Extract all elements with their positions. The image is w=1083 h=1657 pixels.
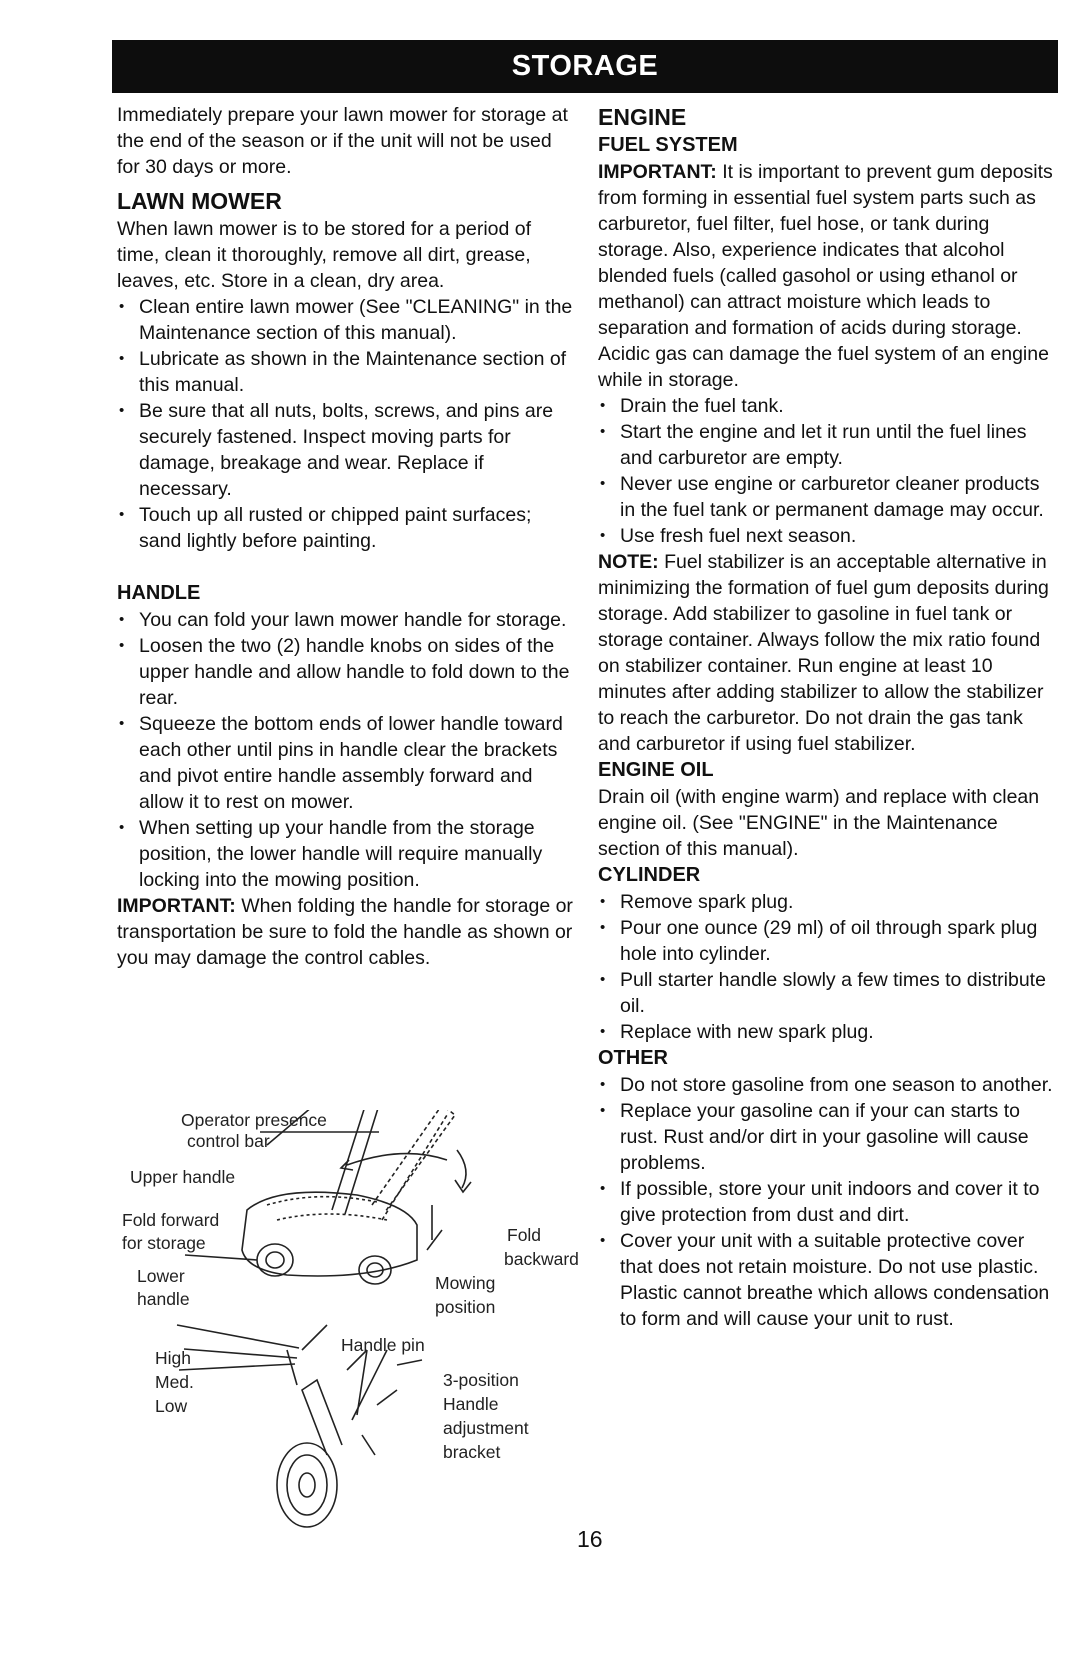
label-high: High	[155, 1348, 191, 1368]
list-item: • Loosen the two (2) handle knobs on sides of the upper handle and allow handle to fold down to the rear.	[117, 633, 574, 711]
left-column	[117, 102, 574, 971]
note-text: Fuel stabilizer is an acceptable alternative in minimizing the formation of fuel gum deposits during storage. Add stabilizer to gasoline in fuel tank or storage container. Always follow the mix ratio found on stabilizer container. Run engine at least 10 minutes after adding stabilizer to allow the stabilizer to reach the carburetor. Do not drain the gas tank and carburetor if using fuel stabilizer.	[598, 551, 1049, 755]
fuel-list	[598, 393, 1060, 549]
cylinder-list	[598, 889, 1060, 1045]
section-banner	[112, 40, 1058, 93]
list-item: • Do not store gasoline from one season to another.	[598, 1072, 1060, 1098]
label-bracket: bracket	[443, 1442, 501, 1462]
list-item: • Cover your unit with a suitable protective cover that does not retain moisture. Do not use plastic. Plastic cannot breathe which allows condensation to form and will cause your unit to rust.	[598, 1228, 1060, 1332]
label-backward: backward	[504, 1249, 579, 1269]
handle-important-note	[117, 893, 574, 971]
list-item: • Squeeze the bottom ends of lower handle toward each other until pins in handle clear the brackets and pivot entire handle assembly forward and allow it to rest on mower.	[117, 711, 574, 815]
handle-heading: HANDLE	[117, 582, 201, 604]
label-lower: Lower	[137, 1266, 185, 1286]
list-item: • Replace with new spark plug.	[598, 1019, 1060, 1045]
list-item: • Never use engine or carburetor cleaner products in the fuel tank or permanent damage may occur.	[598, 471, 1060, 523]
list-item: • Use fresh fuel next season.	[598, 523, 1060, 549]
page-number: 16	[577, 1526, 603, 1552]
cylinder-heading: CYLINDER	[598, 864, 701, 886]
label-fold-forward: Fold forward	[122, 1210, 220, 1230]
label-operator: Operator presence	[181, 1110, 327, 1130]
engine-oil-paragraph: Drain oil (with engine warm) and replace with clean engine oil. (See "ENGINE" in the Maintenance section of this manual).	[598, 786, 1040, 860]
list-item: • You can fold your lawn mower handle for storage.	[117, 607, 574, 633]
list-item: • Clean entire lawn mower (See "CLEANING" in the Maintenance section of this manual).	[117, 294, 574, 346]
right-column	[598, 102, 1060, 1332]
list-item: • Remove spark plug.	[598, 889, 1060, 915]
label-3-position: 3-position	[443, 1370, 519, 1390]
label-upper-handle: Upper handle	[130, 1167, 236, 1187]
list-item: • If possible, store your unit indoors and cover it to give protection from dust and dirt.	[598, 1176, 1060, 1228]
page-title: STORAGE	[511, 50, 659, 82]
label-mowing: Mowing	[435, 1273, 496, 1293]
list-item: • Pull starter handle slowly a few times to distribute oil.	[598, 967, 1060, 1019]
engine-oil-heading: ENGINE OIL	[598, 759, 714, 781]
list-item: • Pour one ounce (29 ml) of oil through spark plug hole into cylinder.	[598, 915, 1060, 967]
list-item: • Touch up all rusted or chipped paint surfaces; sand lightly before painting.	[117, 502, 574, 554]
list-item: • Start the engine and let it run until the fuel lines and carburetor are empty.	[598, 419, 1060, 471]
label-lower-handle: handle	[137, 1289, 190, 1309]
handle-list	[117, 607, 574, 893]
important-label: IMPORTANT:	[598, 161, 717, 183]
label-handle-2: Handle	[443, 1394, 499, 1414]
label-fold: Fold	[507, 1225, 542, 1245]
label-adjustment: adjustment	[443, 1418, 529, 1438]
list-item: • Be sure that all nuts, bolts, screws, and pins are securely fastened. Inspect moving parts for damage, breakage and wear. Replace if necessary.	[117, 398, 574, 502]
engine-heading: ENGINE	[598, 104, 687, 130]
label-control-bar: control bar	[187, 1131, 270, 1151]
note-label: NOTE:	[598, 551, 659, 573]
label-med: Med.	[155, 1372, 194, 1392]
list-item: • Drain the fuel tank.	[598, 393, 1060, 419]
lawn-mower-heading: LAWN MOWER	[117, 188, 282, 214]
intro-paragraph: Immediately prepare your lawn mower for storage at the end of the season or if the unit will not be used for 30 days or more.	[117, 104, 568, 178]
label-low: Low	[155, 1396, 188, 1416]
handle-fold-diagram	[117, 1110, 597, 1560]
fuel-note	[598, 549, 1060, 757]
lawn-mower-list	[117, 294, 574, 554]
other-heading: OTHER	[598, 1047, 668, 1069]
fuel-important-note	[598, 159, 1060, 393]
label-position: position	[435, 1297, 496, 1317]
important-text: When folding the handle for storage or transportation be sure to fold the handle as shown or you may damage the control cables.	[117, 895, 573, 969]
important-label: IMPORTANT:	[117, 895, 236, 917]
list-item: • Lubricate as shown in the Maintenance section of this manual.	[117, 346, 574, 398]
label-handle-pin: Handle pin	[341, 1335, 425, 1355]
important-text: It is important to prevent gum deposits from forming in essential fuel system parts such as carburetor, fuel filter, fuel hose, or tank during storage. Also, experience indicates that alcohol blended fuels (called gasohol or using ethanol or methanol) can attract moisture which leads to separation and formation of acids during storage. Acidic gas can damage the fuel system of an engine while in storage.	[598, 161, 1053, 391]
fuel-system-heading: FUEL SYSTEM	[598, 134, 738, 156]
list-item: • Replace your gasoline can if your can starts to rust. Rust and/or dirt in your gasoline will cause problems.	[598, 1098, 1060, 1176]
label-for-storage: for storage	[122, 1233, 206, 1253]
lawn-mower-paragraph: When lawn mower is to be stored for a period of time, clean it thoroughly, remove all dirt, grease, leaves, etc. Store in a clean, dry area.	[117, 218, 532, 292]
other-list	[598, 1072, 1060, 1332]
list-item: • When setting up your handle from the storage position, the lower handle will require manually locking into the mowing position.	[117, 815, 574, 893]
